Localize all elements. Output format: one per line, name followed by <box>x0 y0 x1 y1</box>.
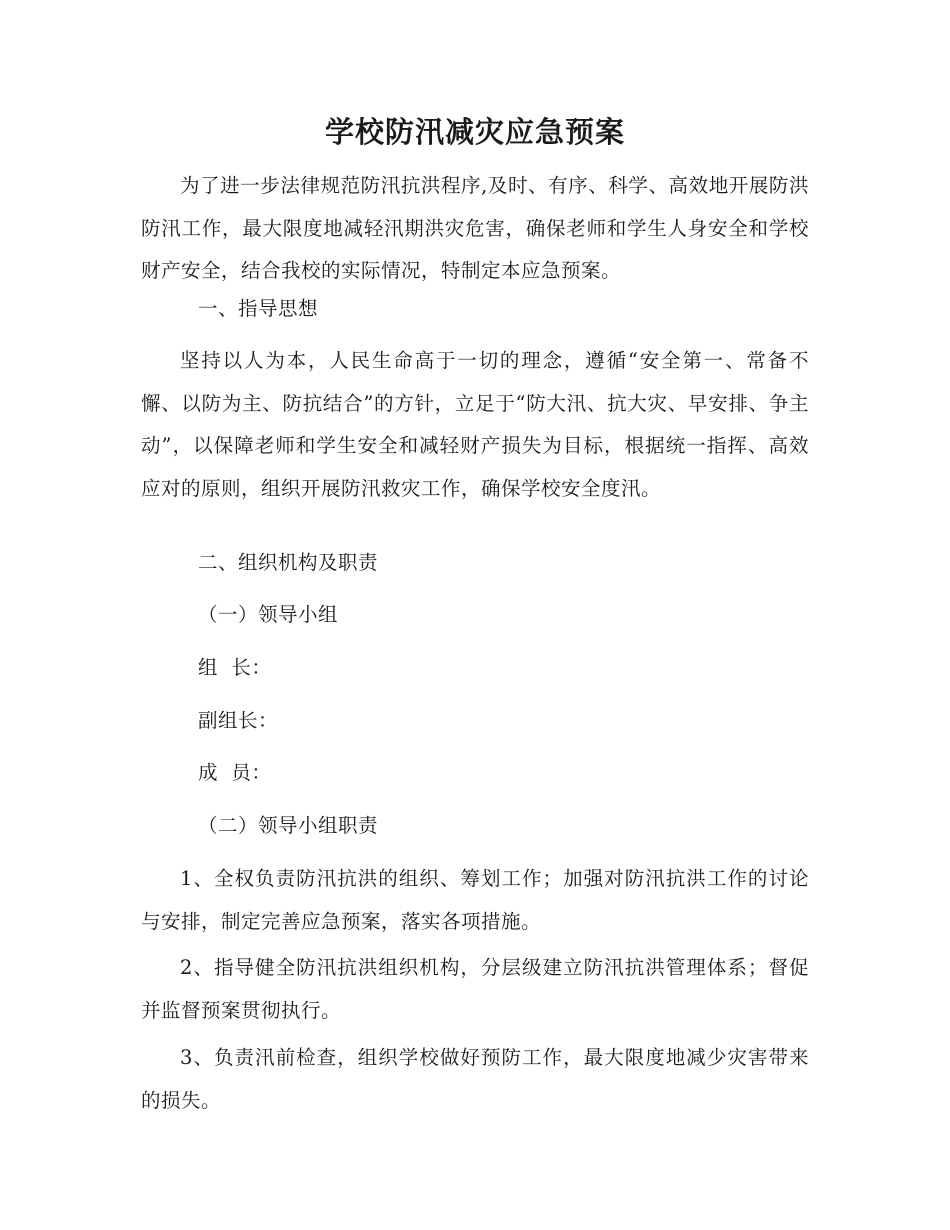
section-1-heading: 一、指导思想 <box>198 297 319 320</box>
leader-label: 组 长： <box>198 656 272 679</box>
section-1-body: 坚持以人为本，人民生命高于一切的理念，遵循“安全第一、常备不懈、以防为主、防抗结合”的方针，立足于“防大汛、抗大灾、早安排、争主动”，以保障老师和学生安全和减轻财产损失为目标，根据统一指挥、高效应对的原则，组织开展防汛救灾工作，确保学校安全度汛。 <box>141 349 809 500</box>
duty-item-2: 2、指导健全防汛抗洪组织机构，分层级建立防汛抗洪管理体系；督促并监督预案贯彻执行。 <box>141 956 809 1022</box>
duty-item-3: 3、负责汛前检查，组织学校做好预防工作，最大限度地减少灾害带来的损失。 <box>141 1046 809 1112</box>
intro-paragraph: 为了进一步法律规范防汛抗洪程序,及时、有序、科学、高效地开展防洪防汛工作，最大限度地减轻汛期洪灾危害，确保老师和学生人身安全和学校财产安全，结合我校的实际情况，特制定本应急预案。 <box>141 174 809 283</box>
section-2-heading: 二、组织机构及职责 <box>198 551 379 574</box>
document-title: 学校防汛减灾应急预案 <box>324 115 625 149</box>
deputy-leader-label: 副组长： <box>198 709 279 732</box>
subsection-2-heading: （二）领导小组职责 <box>198 814 379 837</box>
members-label: 成 员： <box>198 761 272 784</box>
duty-item-1: 1、全权负责防汛抗洪的组织、筹划工作；加强对防汛抗洪工作的讨论与安排，制定完善应急预案，落实各项措施。 <box>141 867 809 933</box>
subsection-1-heading: （一）领导小组 <box>198 603 339 626</box>
